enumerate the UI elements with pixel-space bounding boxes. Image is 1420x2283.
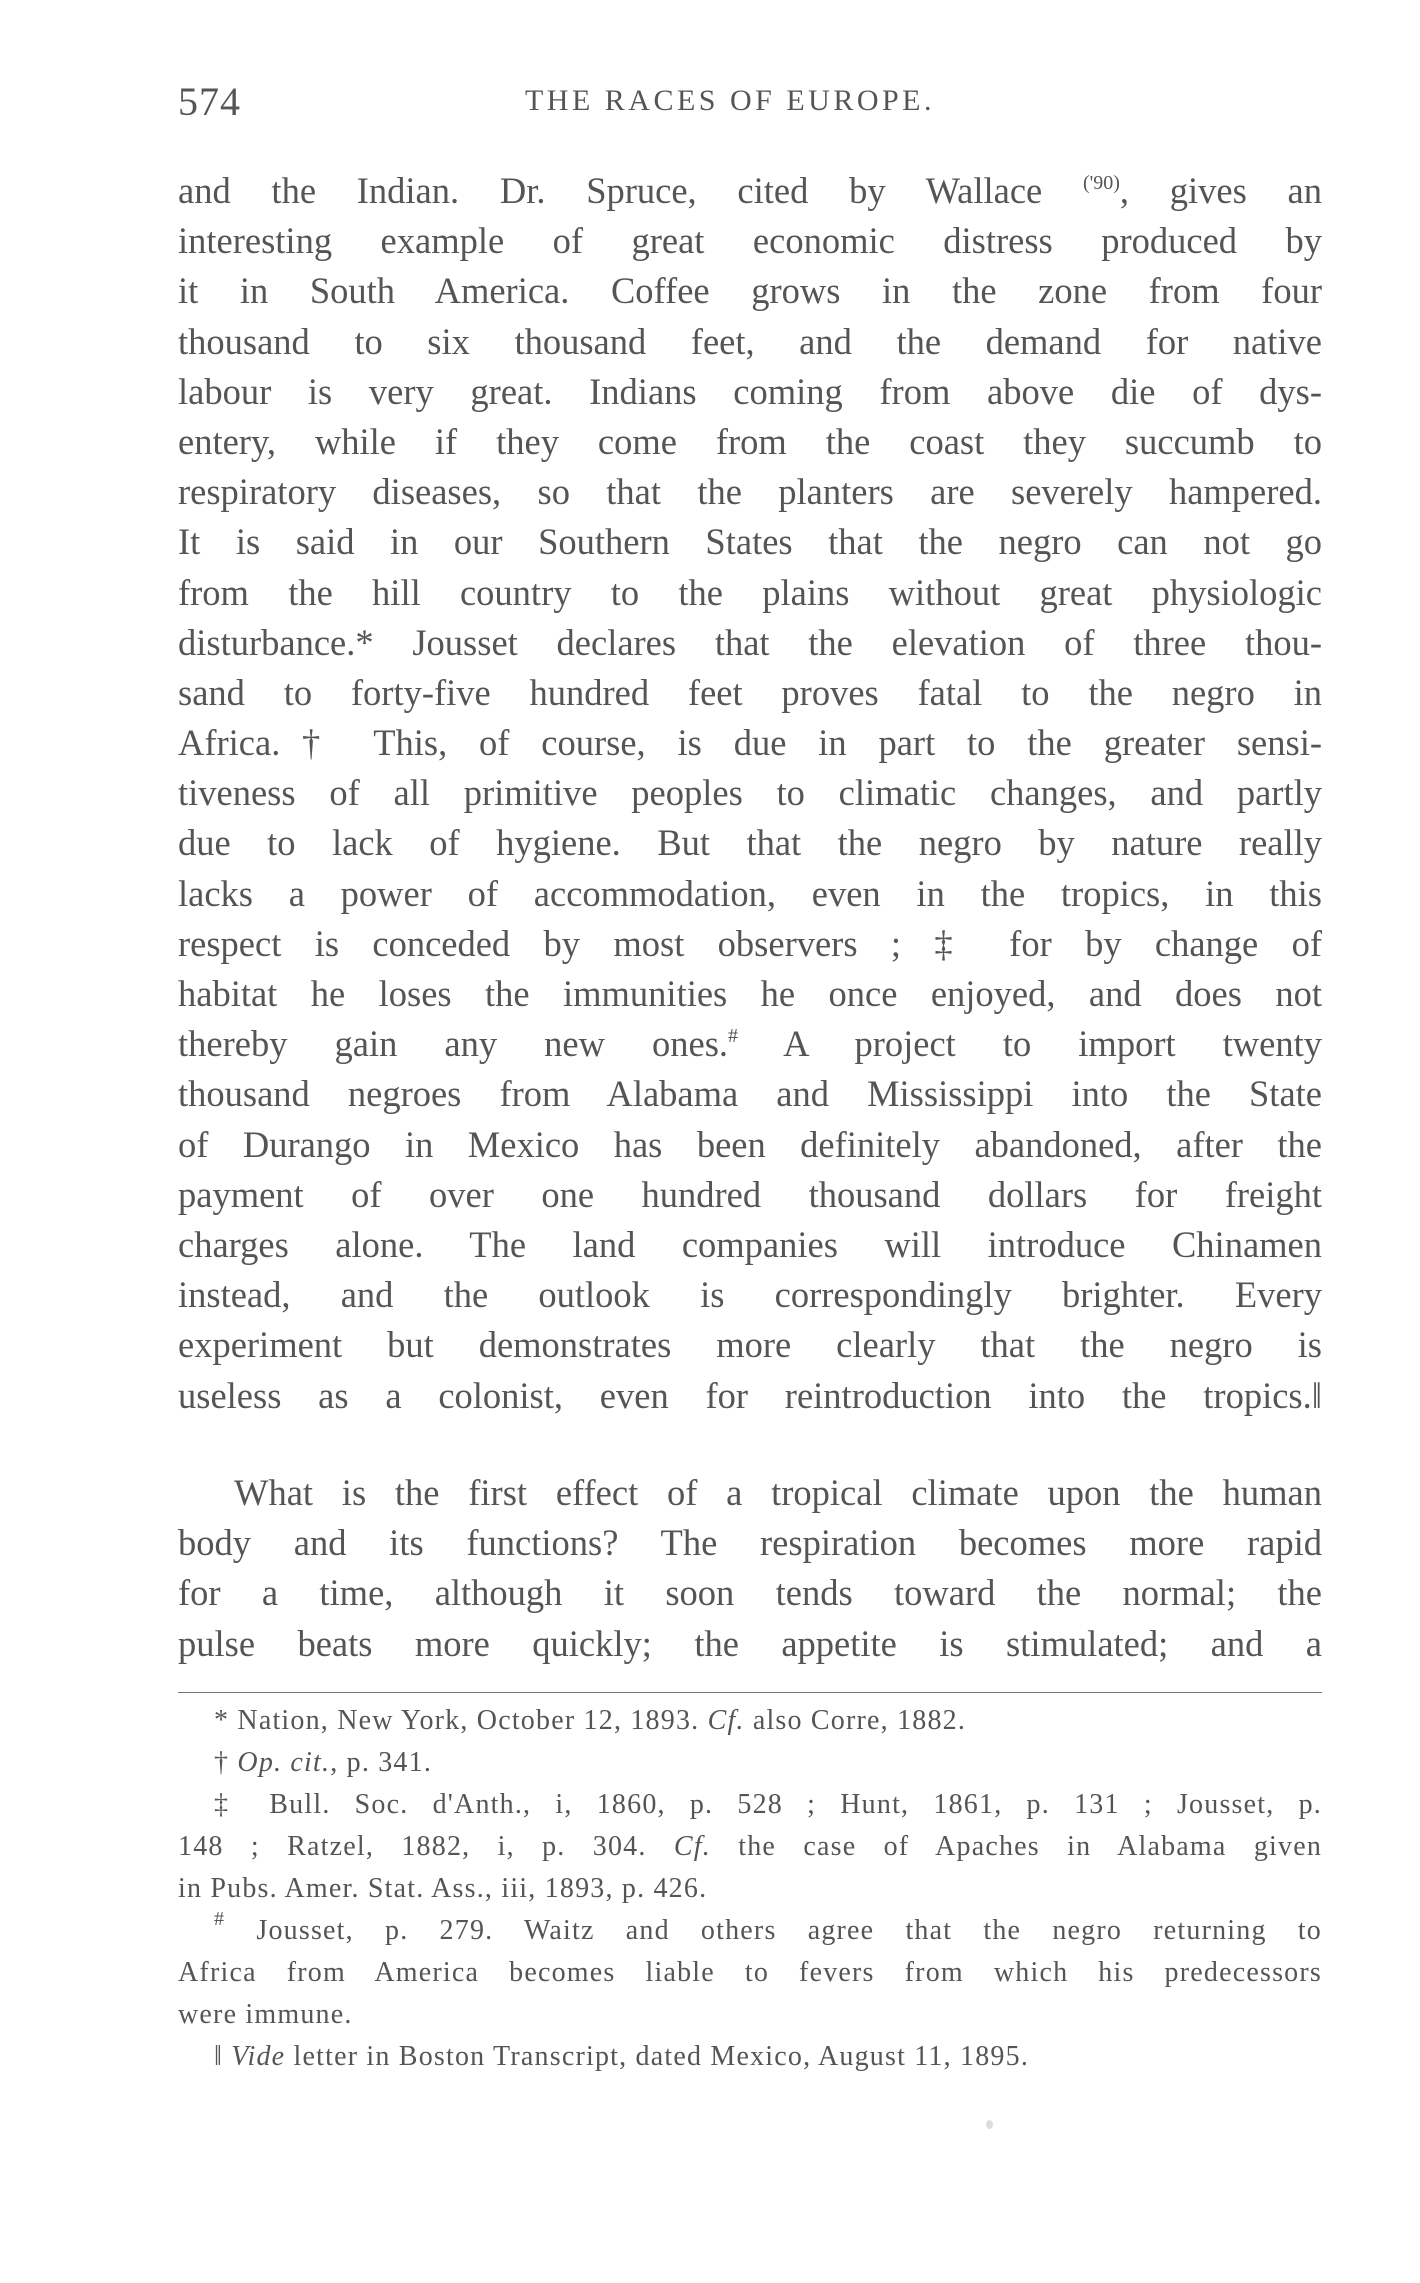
footnote-continued: 148 ; Ratzel, 1882, i, p. 304. Cf. the case of Apaches in Alabama given	[178, 1831, 1323, 1862]
footnote: † Op. cit., p. 341.	[214, 1747, 433, 1778]
text-line: entery, while if they come from the coast they succumb to	[178, 420, 1322, 462]
footnote-mark: #	[728, 1025, 739, 1048]
paper-speck	[986, 2120, 993, 2129]
text-line: respect is conceded by most observers ; ‡ for by change of	[178, 922, 1322, 964]
footnote-continued: in Pubs. Amer. Stat. Ass., iii, 1893, p. 426.	[178, 1873, 708, 1904]
text-line: for a time, although it soon tends toward the normal; the	[178, 1572, 1322, 1614]
footnote: # Jousset, p. 279. Waitz and others agree that the negro returning to	[214, 1908, 1322, 1946]
text-line: and the Indian. Dr. Spruce, cited by Wallace $^{('90)}$, gives an	[178, 170, 1322, 211]
footnote-continued: were immune.	[178, 1999, 353, 2030]
text-line: respiratory diseases, so that the planters are severely hampered.	[178, 471, 1322, 513]
text-line: tiveness of all primitive peoples to climatic changes, and partly	[178, 772, 1322, 814]
footnote: ‡ Bull. Soc. d'Anth., i, 1860, p. 528 ; Hunt, 1861, p. 131 ; Jousset, p.	[214, 1789, 1322, 1820]
text-line: sand to forty-five hundred feet proves fatal to the negro in	[178, 671, 1322, 713]
footnote-rule	[178, 1692, 1322, 1693]
citation-mark: ('90)	[1082, 172, 1120, 194]
text-line: from the hill country to the plains without great physiologic	[178, 571, 1322, 613]
text-line: due to lack of hygiene. But that the negro by nature really	[178, 822, 1322, 864]
page-number: 574	[178, 79, 241, 124]
running-head: THE RACES OF EUROPE.	[524, 84, 936, 117]
text-line: thereby gain any new ones.# A project to import twenty	[178, 1023, 1323, 1065]
text-line: Africa.† This, of course, is due in part to the greater sensi-	[178, 722, 1322, 764]
text-line: pulse beats more quickly; the appetite is stimulated; and a	[178, 1622, 1322, 1664]
text-line: It is said in our Southern States that the negro can not go	[178, 521, 1322, 563]
text-line: thousand to six thousand feet, and the demand for native	[178, 320, 1322, 362]
footnote: ‖ Vide letter in Boston Transcript, dated Mexico, August 11, 1895.	[214, 2041, 1030, 2072]
text-line: habitat he loses the immunities he once enjoyed, and does not	[178, 973, 1322, 1014]
text-line: lacks a power of accommodation, even in the tropics, in this	[178, 872, 1322, 914]
text-line: thousand negroes from Alabama and Mississippi into the State	[178, 1073, 1322, 1115]
text-line: payment of over one hundred thousand dollars for freight	[178, 1173, 1322, 1215]
text-line: disturbance.* Jousset declares that the elevation of three thou-	[178, 621, 1322, 663]
text-line: body and its functions? The respiration becomes more rapid	[178, 1522, 1322, 1564]
text-line: it in South America. Coffee grows in the zone from four	[178, 270, 1322, 312]
text-line: experiment but demonstrates more clearly that the negro is	[178, 1324, 1322, 1366]
text-line: useless as a colonist, even for reintroduction into the tropics.‖	[178, 1374, 1322, 1416]
footnotes	[178, 1700, 1322, 2078]
footnote: * Nation, New York, October 12, 1893. Cf. also Corre, 1882.	[214, 1705, 967, 1736]
text-line: labour is very great. Indians coming from above die of dys-	[178, 370, 1322, 412]
footnote-continued: Africa from America becomes liable to fevers from which his predecessors	[178, 1957, 1322, 1988]
text-line: charges alone. The land companies will introduce Chinamen	[178, 1223, 1322, 1265]
text-line: of Durango in Mexico has been definitely abandoned, after the	[178, 1123, 1322, 1165]
body-paragraph-2	[178, 1468, 1322, 1669]
text-line: interesting example of great economic distress produced by	[178, 220, 1322, 262]
body-paragraph-1	[178, 166, 1322, 1421]
text-line: instead, and the outlook is correspondingly brighter. Every	[178, 1274, 1322, 1316]
text-line: What is the first effect of a tropical climate upon the human	[234, 1472, 1322, 1513]
